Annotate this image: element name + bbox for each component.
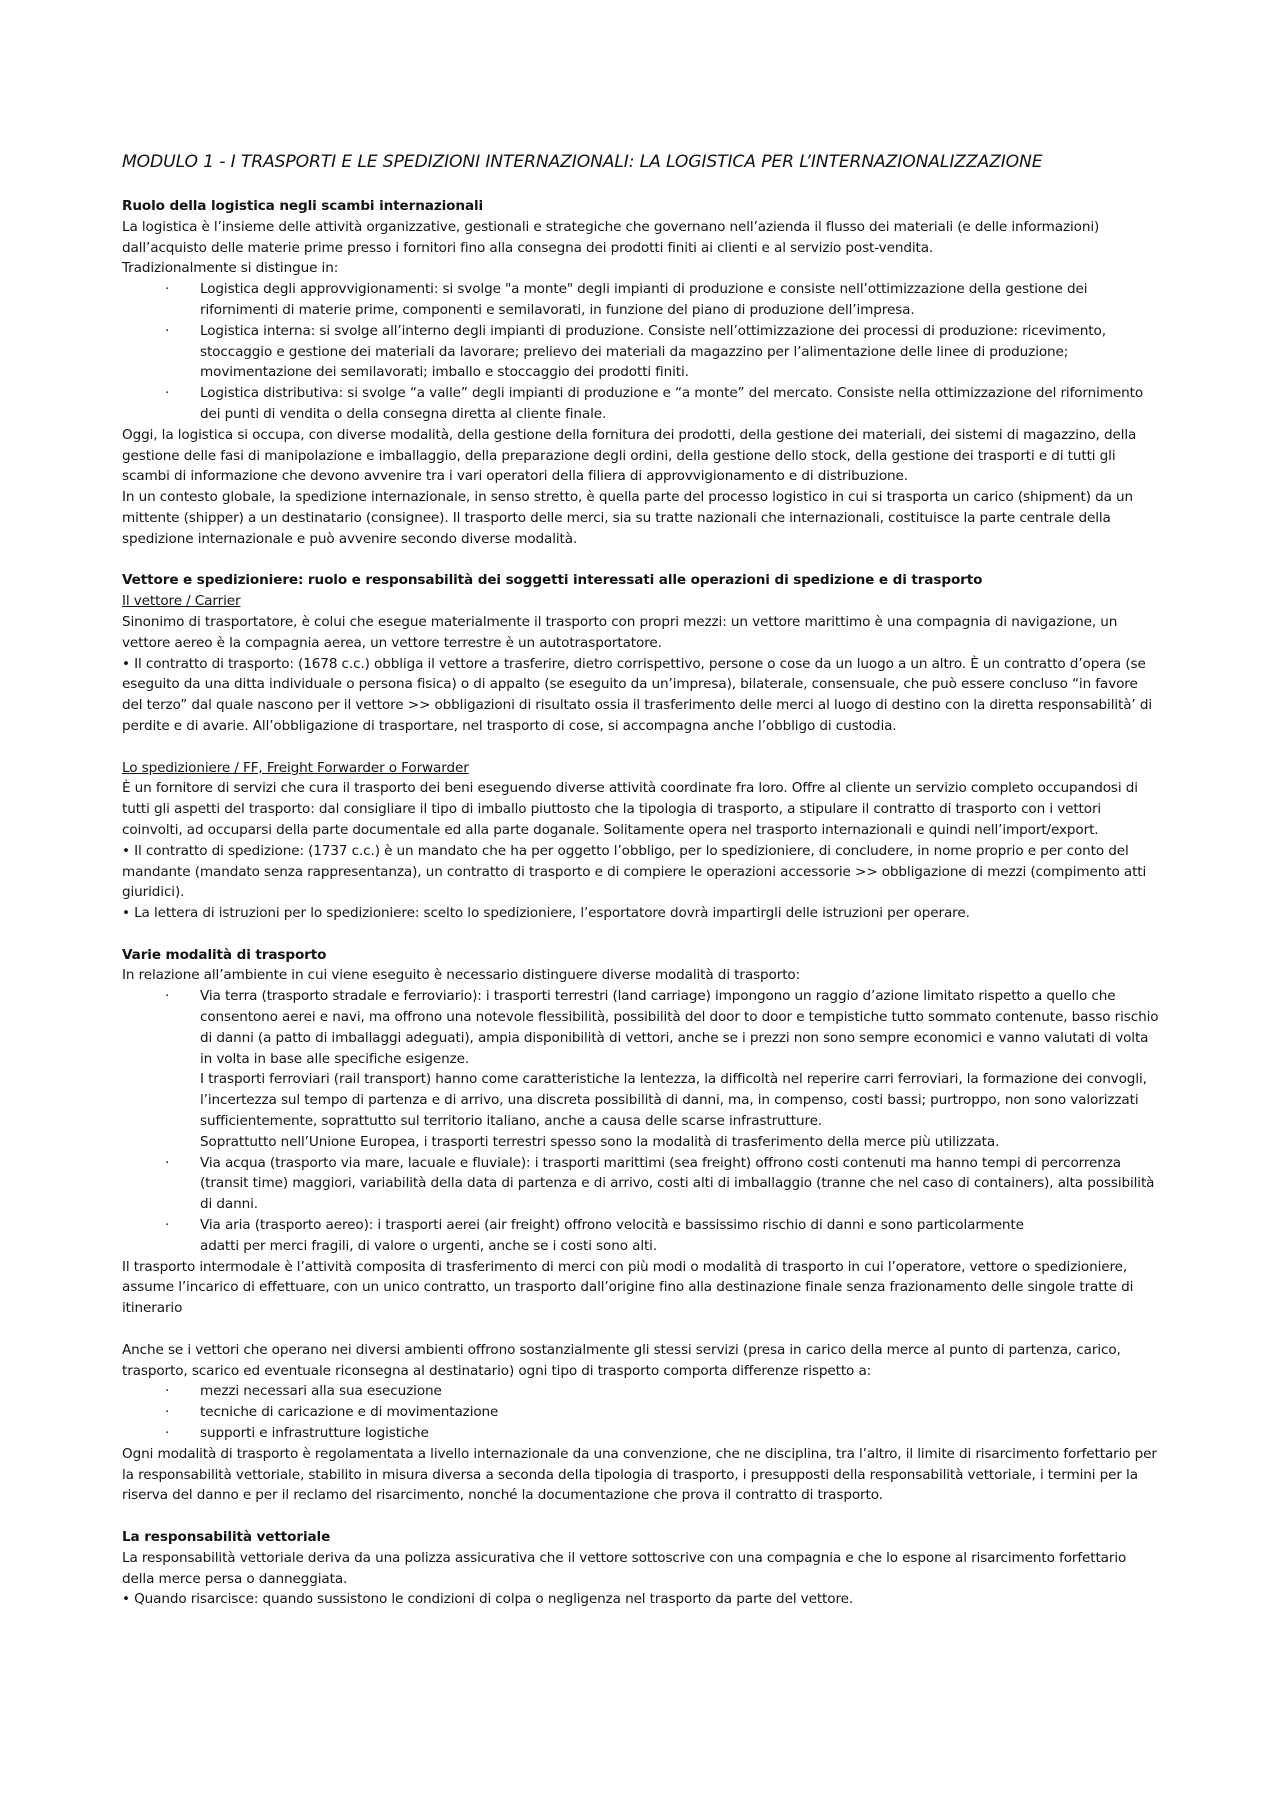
list-marker: ·	[165, 1217, 170, 1234]
paragraph: Oggi, la logistica si occupa, con diverse modalità, della gestione della fornitura dei prodotti, della gestione dei materiali, dei sistemi di magazzino, della gestione delle fasi di manipolazione e imballaggio, della preparazione degli ordini, della gestione dello stock, della gestione dei trasporti e di tutti gli scambi di informazione che devono avvenire tra i vari operatori della filiera di approvvigionamento e di distribuzione.	[122, 426, 1137, 485]
list-marker: ·	[165, 322, 170, 339]
section-heading-carrier-forwarder: Vettore e spedizioniere: ruolo e responsabilità dei soggetti interessati alle operazioni di spedizione e di trasporto	[122, 572, 983, 589]
list-item	[122, 1402, 1162, 1423]
section-heading-transport-modes: Varie modalità di trasporto	[122, 946, 327, 963]
paragraph: Sinonimo di trasportatore, è colui che esegue materialmente il trasporto con propri mezzi: un vettore marittimo è una compagnia di navigazione, un vettore aereo è la compagnia aerea, un vettore terrestre è un autotrasportatore.	[122, 613, 1118, 651]
bullet-paragraph: • Il contratto di spedizione: (1737 c.c.) è un mandato che ha per oggetto l’obbligo, per lo spedizioniere, di concludere, in nome proprio e per conto del mandante (mandato senza rappresentanza), un contratto di trasporto e di compiere le operazioni accessorie >> obbligazione di mezzi (compimento atti giuridici).	[122, 842, 1147, 901]
list-item	[122, 986, 1162, 1069]
list-item-text: tecniche di caricazione e di movimentazione	[200, 1404, 499, 1421]
list-marker: ·	[165, 1154, 170, 1171]
list-item	[122, 321, 1162, 383]
paragraph: Il trasporto intermodale è l’attività composita di trasferimento di merci con più modi o modalità di trasporto in cui l’operatore, vettore o spedizioniere, assume l’incarico di effettuare, con un unico contratto, un trasporto dall’origine fino alla destinazione finale senza frazionamento delle singole tratte di itinerario	[122, 1258, 1134, 1317]
paragraph: È un fornitore di servizi che cura il trasporto dei beni eseguendo diverse attività coordinate fra loro. Offre al cliente un servizio completo occupandosi di tutti gli aspetti del trasporto: dal consigliare il tipo di imballo piuttosto che la tipologia di trasporto, a stipulare il contratto di trasporto con i vettori coinvolti, ad occuparsi della parte documentale ed alla parte doganale. Solitamente opera nel trasporto internazionali e quindi nell’import/export.	[122, 780, 1138, 838]
list-item	[122, 1381, 1162, 1402]
section-heading-carrier-liability: La responsabilità vettoriale	[122, 1529, 331, 1545]
list-item-text: Soprattutto nell’Unione Europea, i trasporti terrestri spesso sono la modalità di trasferimento della merce più utilizzata.	[200, 1133, 1000, 1150]
paragraph: Anche se i vettori che operano nei diversi ambienti offrono sostanzialmente gli stessi servizi (presa in carico della merce al punto di partenza, carico, trasporto, scarico ed eventuale riconsegna al destinatario) ogni tipo di trasporto comporta differenze rispetto a:	[122, 1341, 1121, 1379]
document-title: MODULO 1 - I TRASPORTI E LE SPEDIZIONI INTERNAZIONALI: LA LOGISTICA PER L’INTERNAZIONALIZZAZIONE	[122, 152, 1043, 172]
list-item-text: supporti e infrastrutture logistiche	[200, 1425, 429, 1442]
list-item-text: adatti per merci fragili, di valore o urgenti, anche se i costi sono alti.	[200, 1237, 658, 1254]
list-item-text: mezzi necessari alla sua esecuzione	[200, 1383, 442, 1400]
list-marker: ·	[165, 281, 170, 298]
list-marker: ·	[165, 1404, 170, 1421]
subheading-carrier: Il vettore / Carrier	[122, 593, 241, 610]
list-item-text: Via terra (trasporto stradale e ferroviario): i trasporti terrestri (land carriage) impongono un raggio d’azione limitato rispetto a quello che consentono aerei e navi, ma offrono una notevole flessibilità, possibilità del door to door e tempistiche tutto sommato contenute, basso rischio di danni (a patto di imballaggi adeguati), ampia disponibilità di vettori, anche se i prezzi non sono sempre economici e vanno valutati di volta in volta in base alle specifiche esigenze.	[200, 988, 1159, 1067]
list-item-continuation	[122, 1132, 1162, 1153]
list-marker: ·	[165, 1425, 170, 1442]
list-marker: ·	[165, 988, 170, 1005]
paragraph: La logistica è l’insieme delle attività organizzative, gestionali e strategiche che governano nell’azienda il flusso dei materiali (e delle informazioni) dall’acquisto delle materie prime presso i fornitori fino alla consegna dei prodotti finiti ai clienti e al servizio post-vendita.	[122, 218, 1100, 256]
section-heading-logistics: Ruolo della logistica negli scambi internazionali	[122, 198, 484, 214]
document-page	[122, 150, 1162, 1610]
bullet-paragraph: • Quando risarcisce: quando sussistono le condizioni di colpa o negligenza nel trasporto da parte del vettore.	[122, 1591, 854, 1608]
list-item	[122, 1153, 1162, 1215]
subheading-forwarder: Lo spedizioniere / FF, Freight Forwarder o Forwarder	[122, 759, 469, 776]
list-marker: ·	[165, 1383, 170, 1400]
paragraph: In relazione all’ambiente in cui viene eseguito è necessario distinguere diverse modalità di trasporto:	[122, 967, 801, 984]
list-item	[122, 1215, 1162, 1236]
list-item-text: Logistica interna: si svolge all’interno degli impianti di produzione. Consiste nell’ottimizzazione dei processi di produzione: ricevimento, stoccaggio e gestione dei materiali da lavorare; prelievo dei materiali da magazzino per l’alimentazione delle linee di produzione; movimentazione dei semilavorati; imballo e stoccaggio dei prodotti finiti.	[200, 322, 1106, 381]
paragraph: Ogni modalità di trasporto è regolamentata a livello internazionale da una convenzione, che ne disciplina, tra l’altro, il limite di risarcimento forfettario per la responsabilità vettoriale, stabilito in misura diversa a seconda della tipologia di trasporto, i presupposti della responsabilità vettoriale, i termini per la riserva del danno e per il reclamo del risarcimento, nonché la documentazione che prova il contratto di trasporto.	[122, 1445, 1157, 1504]
list-item	[122, 1423, 1162, 1444]
list-item-continuation	[122, 1069, 1162, 1131]
paragraph: Tradizionalmente si distingue in:	[122, 260, 339, 277]
list-item-text: Logistica distributiva: si svolge “a valle” degli impianti di produzione e “a monte” del mercato. Consiste nella ottimizzazione del rifornimento dei punti di vendita o della consegna diretta al cliente finale.	[200, 385, 1144, 422]
bullet-paragraph: • La lettera di istruzioni per lo spedizioniere: scelto lo spedizioniere, l’esportatore dovrà impartirgli delle istruzioni per operare.	[122, 905, 970, 922]
paragraph: La responsabilità vettoriale deriva da una polizza assicurativa che il vettore sottoscrive con una compagnia e che lo espone al risarcimento forfettario della merce persa o danneggiata.	[122, 1549, 1127, 1587]
list-item-continuation	[122, 1236, 1162, 1257]
list-item-text: Logistica degli approvvigionamenti: si svolge "a monte" degli impianti di produzione e consiste nell’ottimizzazione della gestione dei rifornimenti di materie prime, componenti e semilavorati, in funzione del piano di produzione dell’impresa.	[200, 281, 1088, 318]
list-item-text: I trasporti ferroviari (rail transport) hanno come caratteristiche la lentezza, la difficoltà nel reperire carri ferroviari, la formazione dei convogli, l’incertezza sul tempo di partenza e di arrivo, una discreta possibilità di danni, ma, in compenso, costi bassi; purtroppo, non sono valorizzati sufficientemente, soprattutto sul territorio italiano, anche a causa delle scarse infrastrutture.	[200, 1071, 1147, 1130]
list-item-text: Via aria (trasporto aereo): i trasporti aerei (air freight) offrono velocità e bassissimo rischio di danni e sono particolarmente	[200, 1217, 1024, 1234]
list-marker: ·	[165, 385, 170, 402]
list-item	[122, 279, 1162, 321]
bullet-paragraph: • Il contratto di trasporto: (1678 c.c.) obbliga il vettore a trasferire, dietro corrispettivo, persone o cose da un luogo a un altro. È un contratto d’opera (se eseguito da una ditta individuale o persona fisica) o di appalto (se eseguito da un’impresa), bilaterale, consensuale, che può essere concluso “in favore del terzo” dal quale nascono per il vettore >> obbligazioni di risultato ossia il trasferimento delle merci al luogo di destino con la diretta responsabilità’ di perdite e di avarie. All’obbligazione di trasportare, nel trasporto di cose, si accompagna anche l’obbligo di custodia.	[122, 655, 1152, 734]
list-item	[122, 383, 1162, 425]
paragraph: In un contesto globale, la spedizione internazionale, in senso stretto, è quella parte del processo logistico in cui si trasporta un carico (shipment) da un mittente (shipper) a un destinatario (consignee). Il trasporto delle merci, sia su tratte nazionali che internazionali, costituisce la parte centrale della spedizione internazionale e può avvenire secondo diverse modalità.	[122, 489, 1134, 547]
list-item-text: Via acqua (trasporto via mare, lacuale e fluviale): i trasporti marittimi (sea freight) offrono costi contenuti ma hanno tempi di percorrenza (transit time) maggiori, variabilità della data di partenza e di arrivo, costi alti di imballaggio (tranne che nel caso di containers), alta possibilità di danni.	[200, 1154, 1155, 1213]
